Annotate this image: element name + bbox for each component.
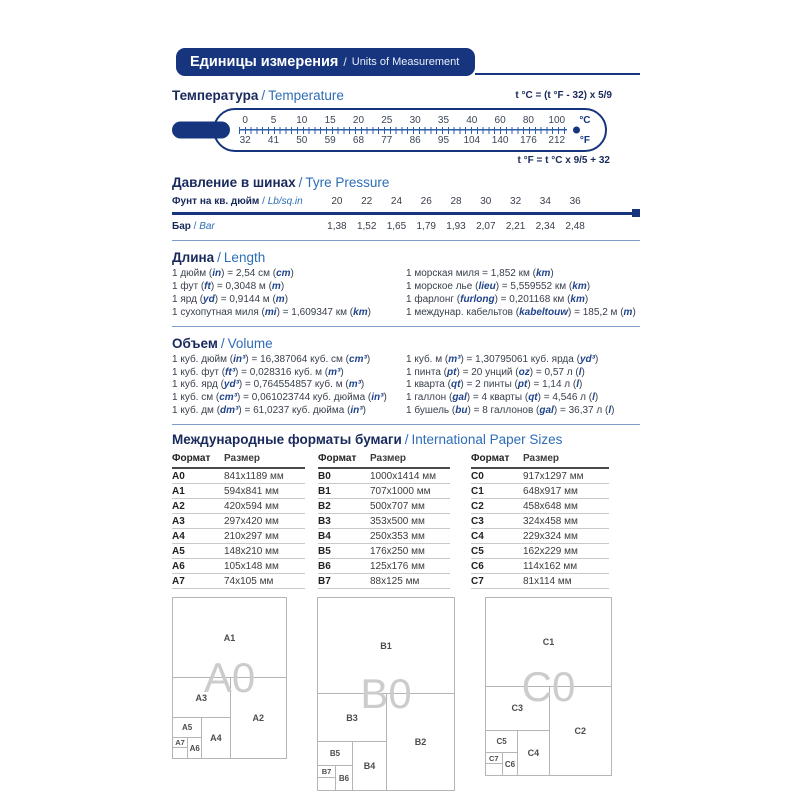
psi-value: 20 bbox=[331, 195, 343, 207]
celsius-unit-label: °C bbox=[579, 114, 591, 126]
format-cell: B0 bbox=[318, 470, 331, 482]
temperature-section bbox=[172, 88, 640, 166]
fahrenheit-value: 77 bbox=[381, 134, 393, 146]
psi-value: 36 bbox=[569, 195, 581, 207]
table-row bbox=[318, 559, 450, 574]
diagram-watermark: A0 bbox=[203, 654, 256, 702]
conversion-line: 1 морское лье (lieu) = 5,559552 км (km) bbox=[406, 280, 591, 292]
psi-label: Фунт на кв. дюйм / Lb/sq.in bbox=[172, 195, 303, 207]
format-cell: B6 bbox=[318, 560, 331, 572]
thermometer-scale bbox=[213, 108, 607, 152]
conversion-line: 1 куб. фут (ft³) = 0,028316 куб. м (m³) bbox=[172, 366, 344, 378]
bar-value: 1,52 bbox=[356, 220, 377, 232]
psi-value: 22 bbox=[361, 195, 373, 207]
size-cell: 88x125 мм bbox=[370, 575, 420, 587]
conversion-line: 1 бушель (bu) = 8 галлонов (gal) = 36,37 л (l) bbox=[406, 405, 615, 417]
fold-diagram-a0 bbox=[172, 597, 287, 759]
celsius-value: 40 bbox=[466, 114, 478, 126]
bar-value: 1,65 bbox=[386, 220, 407, 232]
bar-value: 1,79 bbox=[416, 220, 436, 232]
psi-value: 32 bbox=[510, 195, 522, 207]
table-row bbox=[172, 499, 305, 514]
format-cell: B2 bbox=[318, 500, 331, 512]
fold-cell: A3 bbox=[173, 678, 230, 718]
format-cell: A4 bbox=[172, 530, 185, 542]
table-row bbox=[318, 469, 450, 484]
bar-label: Бар / Bar bbox=[172, 220, 215, 232]
celsius-value: 30 bbox=[409, 114, 421, 126]
table-row bbox=[471, 514, 609, 529]
fahrenheit-scale bbox=[215, 134, 605, 147]
psi-values bbox=[322, 196, 590, 207]
table-row bbox=[471, 469, 609, 484]
rule-endcap bbox=[632, 209, 640, 217]
celsius-value: 80 bbox=[522, 114, 534, 126]
section-divider bbox=[172, 326, 640, 327]
fold-diagram-c0 bbox=[485, 597, 612, 776]
fahrenheit-value: 95 bbox=[437, 134, 450, 146]
psi-value: 34 bbox=[539, 195, 551, 207]
size-cell: 114x162 мм bbox=[523, 560, 578, 572]
table-row bbox=[471, 499, 609, 514]
format-cell: C7 bbox=[471, 575, 484, 587]
section-divider bbox=[172, 240, 640, 241]
paper-table-a bbox=[172, 451, 305, 589]
fold-cell: B7 bbox=[318, 766, 335, 778]
table-row bbox=[471, 544, 609, 559]
table-row bbox=[318, 574, 450, 589]
table-row bbox=[471, 484, 609, 499]
conversion-line: 1 сухопутная миля (mi) = 1,609347 км (km) bbox=[172, 306, 371, 318]
table-row bbox=[471, 559, 609, 574]
celsius-formula: t °C = (t °F - 32) x 5/9 bbox=[515, 90, 612, 101]
size-cell: 105x148 мм bbox=[224, 560, 279, 572]
format-cell: A7 bbox=[172, 575, 185, 587]
volume-title: Объем / Volume bbox=[172, 335, 273, 351]
diagram-watermark: C0 bbox=[521, 662, 576, 710]
conversion-line: 1 куб. дюйм (in³) = 16,387064 куб. см (cm³) bbox=[172, 353, 371, 365]
fold-cell: C5 bbox=[486, 731, 517, 753]
thermometer-bulb bbox=[172, 122, 230, 139]
size-cell: 500x707 мм bbox=[370, 500, 425, 512]
size-cell: 420x594 мм bbox=[224, 500, 279, 512]
table-row bbox=[318, 514, 450, 529]
table-row bbox=[318, 544, 450, 559]
fold-cell: A1 bbox=[173, 598, 286, 678]
celsius-value: 25 bbox=[381, 114, 393, 126]
conversion-line: 1 куб. см (cm³) = 0,061023744 куб. дюйма (in³) bbox=[172, 392, 387, 404]
fold-diagram-b0 bbox=[317, 597, 455, 791]
fold-cell: A2 bbox=[230, 678, 287, 758]
table-row bbox=[318, 499, 450, 514]
diagram-watermark: B0 bbox=[360, 670, 412, 718]
conversion-line: 1 куб. м (m³) = 1,30795061 куб. ярда (yd³) bbox=[406, 353, 599, 365]
thermometer-tickline bbox=[239, 127, 567, 134]
bar-values bbox=[322, 221, 590, 232]
size-cell: 176x250 мм bbox=[370, 545, 425, 557]
fahrenheit-unit-label: °F bbox=[579, 134, 590, 146]
size-cell: 917x1297 мм bbox=[523, 470, 584, 482]
size-cell: 841x1189 мм bbox=[224, 470, 284, 482]
conversion-line: 1 морская миля = 1,852 км (km) bbox=[406, 268, 554, 279]
celsius-value: 35 bbox=[437, 114, 450, 126]
celsius-value: 20 bbox=[352, 114, 365, 126]
fahrenheit-value: 104 bbox=[463, 134, 481, 146]
format-cell: B5 bbox=[318, 545, 331, 557]
fold-cell: C3 bbox=[486, 687, 549, 731]
size-cell: 324x458 мм bbox=[523, 515, 578, 527]
format-cell: C2 bbox=[471, 500, 484, 512]
size-cell: 648x917 мм bbox=[523, 485, 578, 497]
fahrenheit-value: 176 bbox=[520, 134, 537, 146]
table-row bbox=[172, 544, 305, 559]
size-cell: 162x229 мм bbox=[523, 545, 578, 557]
conversion-line: 1 фут (ft) = 0,3048 м (m) bbox=[172, 280, 285, 292]
format-cell: B4 bbox=[318, 530, 331, 542]
fahrenheit-value: 59 bbox=[324, 134, 336, 146]
length-section bbox=[172, 250, 640, 327]
celsius-value: 5 bbox=[270, 114, 277, 126]
bar-row bbox=[172, 217, 640, 235]
format-cell: A1 bbox=[172, 485, 185, 497]
format-cell: A0 bbox=[172, 470, 185, 482]
conversion-line: 1 галлон (gal) = 4 кварты (qt) = 4,546 л (l) bbox=[406, 392, 599, 404]
fahrenheit-value: 50 bbox=[296, 134, 308, 146]
celsius-scale bbox=[215, 114, 605, 127]
fold-cell: B4 bbox=[352, 742, 386, 790]
size-cell: 81x114 мм bbox=[523, 575, 572, 587]
fold-cell: A4 bbox=[201, 718, 229, 758]
volume-section bbox=[172, 336, 640, 426]
paper-size-tables bbox=[172, 451, 640, 589]
bar-value: 1,93 bbox=[446, 220, 466, 232]
table-row bbox=[172, 469, 305, 484]
tyre-pressure-section bbox=[172, 175, 640, 241]
fold-cell: C6 bbox=[502, 753, 518, 775]
paper-fold-diagrams bbox=[172, 595, 640, 797]
celsius-value: 60 bbox=[494, 114, 506, 126]
page-content bbox=[172, 48, 640, 797]
celsius-value: 15 bbox=[324, 114, 336, 126]
fold-cell: B6 bbox=[335, 766, 352, 790]
fold-cell: B5 bbox=[318, 742, 352, 766]
size-cell: 1000x1414 мм bbox=[370, 470, 437, 482]
size-cell: 353x500 мм bbox=[370, 515, 425, 527]
fold-cell: C2 bbox=[549, 687, 612, 776]
format-cell: B3 bbox=[318, 515, 331, 527]
page-title-en: Units of Measurement bbox=[351, 56, 460, 68]
format-cell: A6 bbox=[172, 560, 185, 572]
size-cell: 707x1000 мм bbox=[370, 485, 431, 497]
page-title-ru: Единицы измерения bbox=[190, 54, 339, 70]
psi-row bbox=[172, 192, 640, 210]
size-cell: 210x297 мм bbox=[224, 530, 279, 542]
fahrenheit-value: 32 bbox=[239, 134, 251, 146]
table-row bbox=[318, 529, 450, 544]
table-header: Формат Размер bbox=[471, 451, 609, 469]
length-column-2 bbox=[406, 268, 640, 320]
fahrenheit-value: 212 bbox=[548, 134, 566, 146]
fold-cell: B1 bbox=[318, 598, 454, 694]
celsius-value: 10 bbox=[296, 114, 308, 126]
header-rule bbox=[475, 73, 640, 75]
conversion-line: 1 куб. дм (dm³) = 61,0237 куб. дюйма (in³) bbox=[172, 405, 366, 417]
conversion-line: 1 фарлонг (furlong) = 0,201168 км (km) bbox=[406, 293, 589, 305]
fold-cell: A7 bbox=[173, 738, 187, 748]
volume-column-1 bbox=[172, 354, 406, 419]
length-column-1 bbox=[172, 268, 406, 320]
fahrenheit-value: 86 bbox=[409, 134, 421, 146]
format-cell: C0 bbox=[471, 470, 484, 482]
temperature-title: Температура / Temperature bbox=[172, 88, 344, 103]
format-cell: C4 bbox=[471, 530, 484, 542]
fahrenheit-value: 41 bbox=[267, 134, 280, 146]
celsius-value: 100 bbox=[548, 114, 566, 126]
psi-value: 28 bbox=[450, 195, 462, 207]
table-row bbox=[471, 529, 609, 544]
table-row bbox=[172, 484, 305, 499]
size-cell: 458x648 мм bbox=[523, 500, 578, 512]
size-cell: 250x353 мм bbox=[370, 530, 425, 542]
fold-cell: A6 bbox=[187, 738, 201, 758]
fold-cell: C1 bbox=[486, 598, 611, 687]
table-header: Формат Размер bbox=[318, 451, 450, 469]
tickline-end-dot bbox=[573, 127, 580, 134]
fold-cell: C7 bbox=[486, 753, 502, 764]
fahrenheit-value: 140 bbox=[491, 134, 509, 146]
bar-value: 1,38 bbox=[327, 220, 347, 232]
section-divider bbox=[172, 424, 640, 425]
thermometer bbox=[172, 108, 640, 152]
page-title-slash: / bbox=[343, 55, 347, 69]
format-cell: A3 bbox=[172, 515, 185, 527]
celsius-value: 0 bbox=[242, 114, 248, 126]
format-cell: A2 bbox=[172, 500, 185, 512]
size-cell: 125x176 мм bbox=[370, 560, 425, 572]
conversion-line: 1 дюйм (in) = 2,54 см (cm) bbox=[172, 268, 294, 279]
page-header bbox=[172, 48, 640, 76]
paper-sizes-title: Международные форматы бумаги / International Paper Sizes bbox=[172, 432, 563, 448]
bar-value: 2,48 bbox=[565, 220, 585, 232]
conversion-line: 1 куб. ярд (yd³) = 0,764554857 куб. м (m³) bbox=[172, 379, 365, 391]
size-cell: 297x420 мм bbox=[224, 515, 279, 527]
fold-cell: C4 bbox=[517, 731, 548, 775]
psi-value: 24 bbox=[390, 195, 403, 207]
table-row bbox=[172, 559, 305, 574]
format-cell: A5 bbox=[172, 545, 185, 557]
table-row bbox=[172, 514, 305, 529]
size-cell: 74x105 мм bbox=[224, 575, 274, 587]
size-cell: 594x841 мм bbox=[224, 485, 279, 497]
bar-value: 2,07 bbox=[476, 220, 496, 232]
size-cell: 148x210 мм bbox=[224, 545, 279, 557]
tyre-pressure-title: Давление в шинах / Tyre Pressure bbox=[172, 175, 390, 190]
conversion-line: 1 ярд (yd) = 0,9144 м (m) bbox=[172, 293, 289, 305]
format-cell: B1 bbox=[318, 485, 331, 497]
fold-cell: B3 bbox=[318, 694, 386, 742]
fahrenheit-formula: t °F = t °C x 9/5 + 32 bbox=[517, 155, 610, 166]
bar-value: 2,21 bbox=[505, 220, 526, 232]
format-cell: C5 bbox=[471, 545, 484, 557]
psi-value: 26 bbox=[420, 195, 432, 207]
fahrenheit-value: 68 bbox=[352, 134, 365, 146]
conversion-line: 1 кварта (qt) = 2 пинты (pt) = 1,14 л (l) bbox=[406, 379, 583, 391]
conversion-line: 1 пинта (pt) = 20 унций (oz) = 0,57 л (l) bbox=[406, 366, 585, 378]
format-cell: B7 bbox=[318, 575, 331, 587]
bar-value: 2,34 bbox=[535, 220, 556, 232]
table-row bbox=[172, 574, 305, 589]
table-row bbox=[172, 529, 305, 544]
table-row bbox=[318, 484, 450, 499]
paper-table-b bbox=[318, 451, 450, 589]
volume-column-2 bbox=[406, 354, 640, 419]
fold-cell: B2 bbox=[386, 694, 454, 790]
length-title: Длина / Length bbox=[172, 250, 266, 265]
paper-table-c bbox=[471, 451, 609, 589]
paper-sizes-section bbox=[172, 432, 640, 797]
tyre-divider-rule bbox=[172, 212, 640, 215]
format-cell: C3 bbox=[471, 515, 484, 527]
table-row bbox=[471, 574, 609, 589]
conversion-line: 1 междунар. кабельтов (kabeltouw) = 185,2 м (m) bbox=[406, 306, 636, 318]
fold-cell: A5 bbox=[173, 718, 201, 738]
format-cell: C6 bbox=[471, 560, 484, 572]
format-cell: C1 bbox=[471, 485, 484, 497]
table-header: Формат Размер bbox=[172, 451, 305, 469]
psi-value: 30 bbox=[480, 195, 492, 207]
size-cell: 229x324 мм bbox=[523, 530, 578, 542]
page-title-banner bbox=[176, 48, 475, 76]
